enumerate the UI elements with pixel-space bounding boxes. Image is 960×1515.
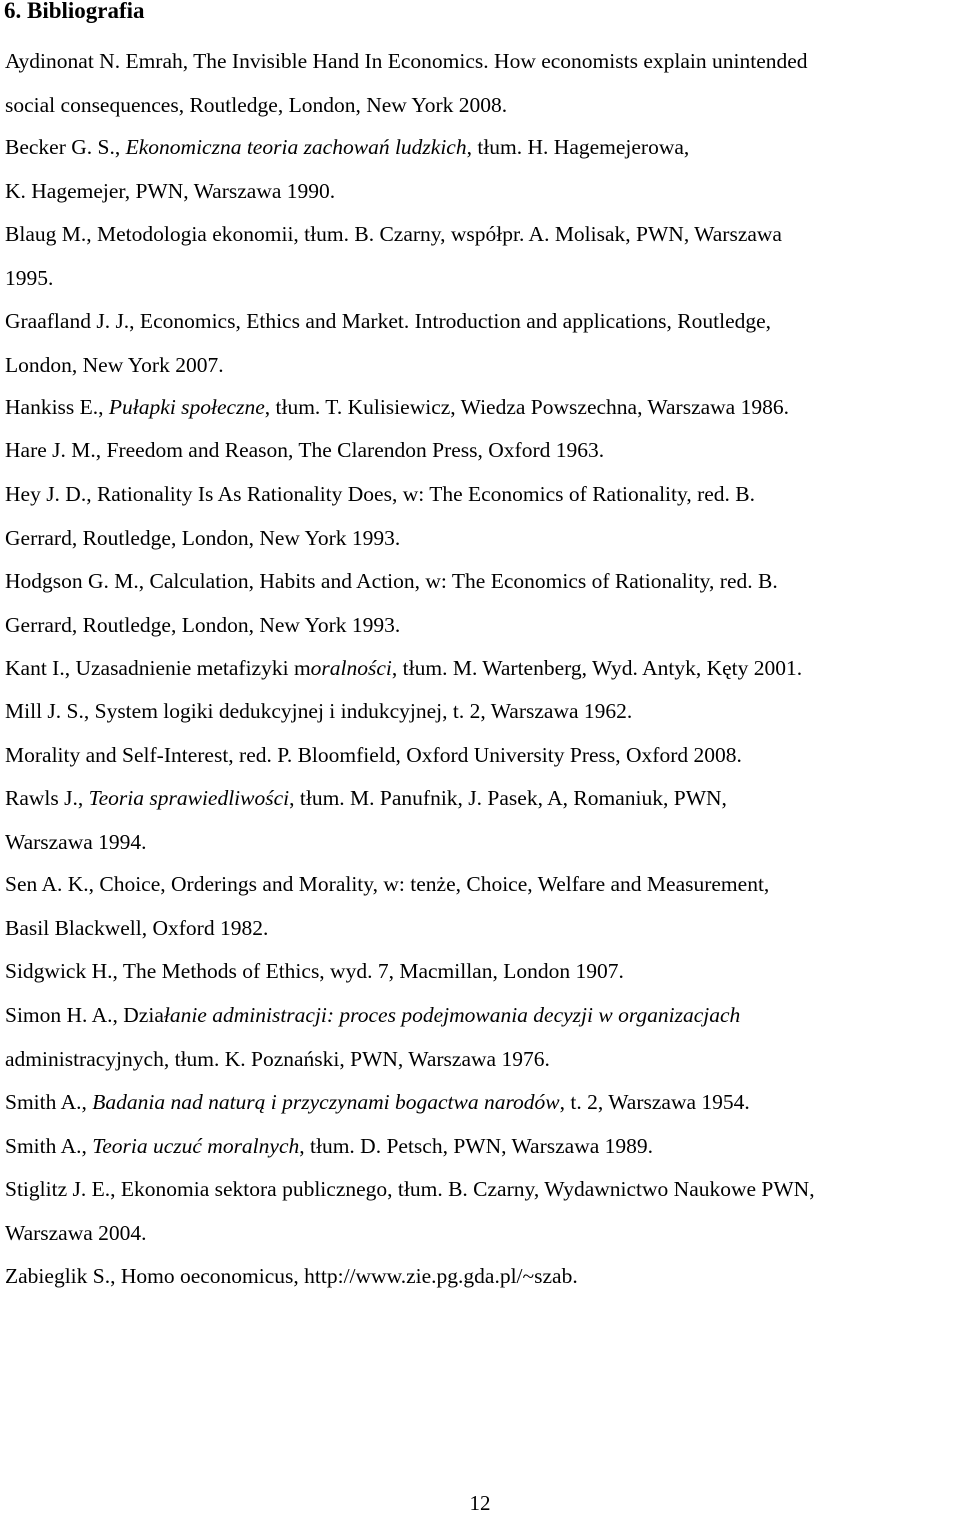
entry-text: , tłum. T. Kulisiewicz, Wiedza Powszechna, Warszawa 1986. xyxy=(264,395,789,419)
bibliography-entry xyxy=(5,994,960,1081)
entry-text: Sen A. K., Choice, Orderings and Morality, w: tenże, Choice, Welfare and Measurement, xyxy=(5,872,770,896)
entry-line xyxy=(5,821,960,865)
entry-text: Sidgwick H., The Methods of Ethics, wyd. 7, Macmillan, London 1907. xyxy=(5,959,624,983)
bibliography-entry xyxy=(5,863,960,950)
bibliography-entry xyxy=(5,1255,960,1299)
entry-text: Hankiss E., xyxy=(5,395,109,419)
entry-text: Becker G. S., xyxy=(5,135,126,159)
bibliography-entry xyxy=(5,386,960,430)
entry-text: Basil Blackwell, Oxford 1982. xyxy=(5,915,269,940)
entry-text: Blaug M., Metodologia ekonomii, tłum. B. Czarny, współpr. A. Molisak, PWN, Warszawa xyxy=(5,222,782,246)
entry-text: Aydinonat N. Emrah, The Invisible Hand In Economics. How economists explain unintended xyxy=(5,49,808,73)
section-heading: 6. Bibliografia xyxy=(4,0,145,23)
entry-line xyxy=(5,40,960,84)
entry-line xyxy=(5,300,960,344)
entry-line xyxy=(5,604,960,648)
entry-line xyxy=(5,429,960,473)
italic-title: Ekonomiczna teoria zachowań ludzkich xyxy=(125,135,467,159)
entry-line xyxy=(5,1168,960,1212)
bibliography-entry xyxy=(5,1168,960,1255)
bibliography-entry xyxy=(5,560,960,647)
entry-text: K. Hagemejer, PWN, Warszawa 1990. xyxy=(5,178,336,203)
italic-title: Pułapki społeczne xyxy=(108,395,265,419)
entry-line xyxy=(5,473,960,517)
italic-title: Teoria uczuć moralnych xyxy=(92,1134,300,1158)
italic-title: Badania nad naturą i przyczynami bogactwa narodów xyxy=(92,1090,560,1114)
bibliography-entry xyxy=(5,1125,960,1169)
entry-line xyxy=(5,950,960,994)
entry-text: administracyjnych, tłum. K. Poznański, PWN, Warszawa 1976. xyxy=(5,1046,550,1071)
entry-text: Simon H. A., Dzia xyxy=(5,1003,164,1027)
page-number: 12 xyxy=(469,1491,491,1515)
entry-line xyxy=(5,170,960,214)
entry-line xyxy=(5,84,960,128)
bibliography-entry xyxy=(5,40,960,127)
entry-text: 1995. xyxy=(5,265,54,290)
entry-line xyxy=(5,1212,960,1256)
entry-line xyxy=(5,126,960,170)
entry-text: Gerrard, Routledge, London, New York 1993. xyxy=(5,525,401,550)
entry-line xyxy=(5,994,960,1038)
bibliography-entry xyxy=(5,126,960,213)
bibliography-entry xyxy=(5,777,960,864)
entry-line xyxy=(5,1081,960,1125)
italic-title: oralności xyxy=(310,656,392,680)
entry-line xyxy=(5,213,960,257)
entry-line xyxy=(5,863,960,907)
entry-text: , tłum. M. Panufnik, J. Pasek, A, Romaniuk, PWN, xyxy=(289,786,727,810)
entry-text: Mill J. S., System logiki dedukcyjnej i indukcyjnej, t. 2, Warszawa 1962. xyxy=(5,699,633,723)
entry-text: London, New York 2007. xyxy=(5,352,224,377)
bibliography-entry xyxy=(5,647,960,691)
bibliography-entry xyxy=(5,950,960,994)
entry-text: Gerrard, Routledge, London, New York 1993. xyxy=(5,612,401,637)
entry-line xyxy=(5,1255,960,1299)
bibliography-entry xyxy=(5,300,960,387)
entry-text: , tłum. H. Hagemejerowa, xyxy=(466,135,690,159)
entry-text: Hodgson G. M., Calculation, Habits and Action, w: The Economics of Rationality, red. B. xyxy=(5,569,778,593)
entry-text: Hare J. M., Freedom and Reason, The Clarendon Press, Oxford 1963. xyxy=(5,438,605,462)
entry-text: Kant I., Uzasadnienie metafizyki m xyxy=(5,656,311,680)
entry-line xyxy=(5,344,960,388)
entry-text: , tłum. M. Wartenberg, Wyd. Antyk, Kęty 2001. xyxy=(391,656,803,680)
entry-text: , t. 2, Warszawa 1954. xyxy=(559,1090,750,1114)
italic-title: łanie administracji: proces podejmowania decyzji w organizacjach xyxy=(163,1003,741,1027)
entry-text: social consequences, Routledge, London, New York 2008. xyxy=(5,92,508,117)
bibliography-entry xyxy=(5,734,960,778)
entry-text: Warszawa 1994. xyxy=(5,829,147,854)
entry-line xyxy=(5,907,960,951)
entry-text: Graafland J. J., Economics, Ethics and Market. Introduction and applications, Routledge, xyxy=(5,309,772,333)
entry-line xyxy=(5,257,960,301)
entry-text: Smith A., xyxy=(5,1134,93,1158)
entry-text: Zabieglik S., Homo oeconomicus, http://www.zie.pg.gda.pl/~szab. xyxy=(5,1264,578,1288)
bibliography-entry xyxy=(5,213,960,300)
bibliography-entry xyxy=(5,690,960,734)
entry-line xyxy=(5,1125,960,1169)
entry-line xyxy=(5,560,960,604)
bibliography-entry xyxy=(5,429,960,473)
entry-line xyxy=(5,690,960,734)
entry-text: Warszawa 2004. xyxy=(5,1220,147,1245)
entry-line xyxy=(5,1038,960,1082)
entry-text: , tłum. D. Petsch, PWN, Warszawa 1989. xyxy=(299,1134,654,1158)
entry-text: Morality and Self-Interest, red. P. Bloomfield, Oxford University Press, Oxford 2008. xyxy=(5,743,742,767)
entry-text: Stiglitz J. E., Ekonomia sektora publicznego, tłum. B. Czarny, Wydawnictwo Naukowe PWN, xyxy=(5,1177,815,1201)
entry-line xyxy=(5,386,960,430)
bibliography-entry xyxy=(5,1081,960,1125)
entry-line xyxy=(5,517,960,561)
entry-line xyxy=(5,777,960,821)
entry-line xyxy=(5,647,960,691)
entry-text: Rawls J., xyxy=(5,786,89,810)
entry-text: Smith A., xyxy=(5,1090,93,1114)
italic-title: Teoria sprawiedliwości xyxy=(88,786,290,810)
bibliography-entry xyxy=(5,473,960,560)
entry-line xyxy=(5,734,960,778)
entry-text: Hey J. D., Rationality Is As Rationality Does, w: The Economics of Rationality, red. B. xyxy=(5,482,756,506)
